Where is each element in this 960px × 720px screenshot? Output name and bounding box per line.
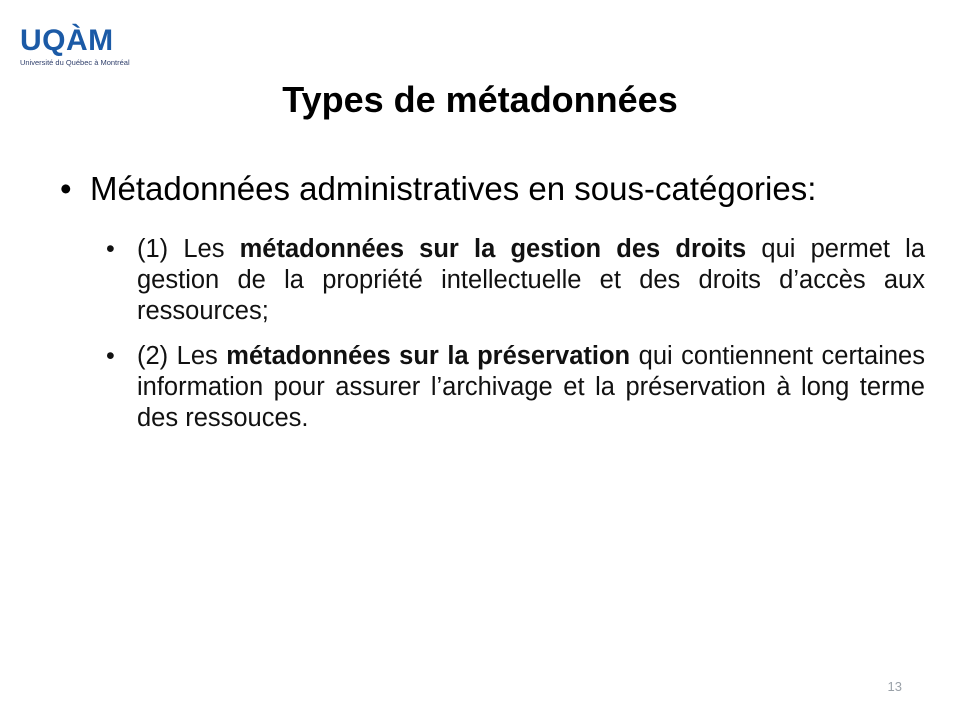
sub-bullet-prefix: (1) Les [137, 235, 240, 263]
sub-bullet-preservation [106, 341, 925, 434]
slide-title: Types de métadonnées [282, 79, 678, 120]
sub-bullet-suffix: qui permet la gestion de la propriété intellectuelle et des droits d’accès aux ressources; [137, 235, 925, 325]
page-number: 13 [887, 679, 902, 694]
slide-body [60, 170, 925, 448]
sub-bullet-suffix: qui contiennent certaines information pour assurer l’archivage et la préservation à long terme des ressouces. [137, 342, 925, 432]
sub-bullet-prefix: (2) Les [137, 342, 227, 370]
bullet-icon: • [106, 342, 115, 370]
logo-mark: UQÀM [20, 24, 114, 57]
uqam-logo [20, 26, 130, 67]
sub-bullet-emphasis: métadonnées sur la préservation [226, 342, 631, 370]
sub-bullet-list [106, 234, 925, 434]
bullet-icon: • [106, 235, 115, 263]
sub-bullet-emphasis: métadonnées sur la gestion des droits [239, 235, 747, 263]
bullet-icon: • [60, 170, 72, 207]
main-bullet-text: Métadonnées administratives en sous-catégories: [90, 170, 817, 207]
main-bullet [60, 170, 925, 208]
logo-subtitle: Université du Québec à Montréal [20, 58, 130, 67]
sub-bullet-rights [106, 234, 925, 327]
